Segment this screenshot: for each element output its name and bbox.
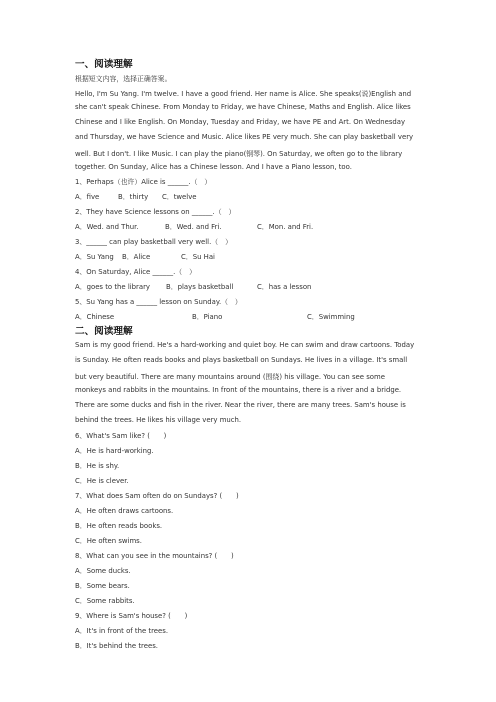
- option-b[interactable]: B．Alice: [122, 253, 151, 261]
- option-c[interactable]: C．Mon. and Fri.: [257, 223, 314, 231]
- question-6-option-c[interactable]: C．He is clever.: [75, 477, 129, 485]
- question-6: 6、What's Sam like? ( ): [75, 432, 167, 440]
- question-8-option-b[interactable]: B．Some bears.: [75, 582, 130, 590]
- question-8: 8、What can you see in the mountains? ( ): [75, 552, 234, 560]
- option-b[interactable]: B．Piano: [192, 313, 223, 321]
- question-4: 4、On Saturday, Alice ______.（ ）: [75, 268, 196, 276]
- option-c[interactable]: C．has a lesson: [257, 283, 312, 291]
- option-a[interactable]: A．Su Yang: [75, 253, 114, 261]
- question-7: 7、What does Sam often do on Sundays? ( ): [75, 492, 239, 500]
- passage2-line: behind the trees. He likes his village very much.: [75, 416, 242, 424]
- question-6-option-b[interactable]: B．He is shy.: [75, 462, 120, 470]
- passage1-line: and Thursday, we have Science and Music. Alice likes PE very much. She can play basketball very: [75, 133, 414, 141]
- question-1: 1、Perhaps（也许）Alice is ______.（ ）: [75, 178, 212, 186]
- option-a[interactable]: A．goes to the library: [75, 283, 150, 291]
- passage2-line: There are some ducks and fish in the river. Near the river, there are many trees. Sam's house is: [75, 401, 406, 409]
- option-c[interactable]: C．twelve: [162, 193, 197, 201]
- passage1-line: Chinese and I like English. On Monday, Tuesday and Friday, we have PE and Art. On Wednesday: [75, 118, 406, 126]
- question-2: 2、They have Science lessons on ______.（ ）: [75, 208, 236, 216]
- section1-instruction: 根据短文内容，选择正确答案。: [75, 75, 172, 83]
- option-b[interactable]: B．Wed. and Fri.: [165, 223, 222, 231]
- question-7-option-c[interactable]: C．He often swims.: [75, 537, 142, 545]
- section2-heading: 二、阅读理解: [75, 326, 133, 337]
- option-b[interactable]: B．thirty: [118, 193, 149, 201]
- option-a[interactable]: A．Chinese: [75, 313, 115, 321]
- option-c[interactable]: C．Swimming: [307, 313, 355, 321]
- question-7-option-b[interactable]: B．He often reads books.: [75, 522, 163, 530]
- passage1-line: Hello, I'm Su Yang. I'm twelve. I have a good friend. Her name is Alice. She speaks(说)English and: [75, 90, 412, 98]
- question-7-option-a[interactable]: A．He often draws cartoons.: [75, 507, 174, 515]
- question-6-option-a[interactable]: A．He is hard-working.: [75, 447, 154, 455]
- question-9-option-a[interactable]: A．It's in front of the trees.: [75, 627, 169, 635]
- section1-heading: 一、阅读理解: [75, 59, 133, 70]
- question-5: 5、Su Yang has a ______ lesson on Sunday.（ ）: [75, 298, 242, 306]
- passage1-line: she can't speak Chinese. From Monday to Friday, we have Chinese, Maths and English. Alice likes: [75, 103, 411, 111]
- question-9-option-b[interactable]: B．It's behind the trees.: [75, 642, 158, 650]
- question-3: 3、______ can play basketball very well.（ ）: [75, 238, 232, 246]
- option-a[interactable]: A．Wed. and Thur.: [75, 223, 139, 231]
- question-8-option-c[interactable]: C．Some rabbits.: [75, 597, 135, 605]
- passage1-line: well. But I don't. I like Music. I can play the piano(钢琴). On Saturday, we often go to the library: [75, 150, 403, 158]
- passage1-line: together. On Sunday, Alice has a Chinese lesson. And I have a Piano lesson, too.: [75, 163, 352, 171]
- passage2-line: but very beautiful. There are many mountains around (围绕) his village. You can see some: [75, 373, 385, 381]
- option-c[interactable]: C．Su Hai: [181, 253, 215, 261]
- passage2-line: monkeys and rabbits in the mountains. In front of the mountains, there is a river and a bridge.: [75, 386, 402, 394]
- passage2-line: is Sunday. He often reads books and plays basketball on Sundays. He lives in a village. It's small: [75, 356, 408, 364]
- option-a[interactable]: A．five: [75, 193, 100, 201]
- option-b[interactable]: B．plays basketball: [166, 283, 234, 291]
- question-8-option-a[interactable]: A．Some ducks.: [75, 567, 131, 575]
- question-9: 9、Where is Sam's house? ( ): [75, 612, 188, 620]
- passage2-line: Sam is my good friend. He's a hard-working and quiet boy. He can swim and draw cartoons. Today: [75, 341, 415, 349]
